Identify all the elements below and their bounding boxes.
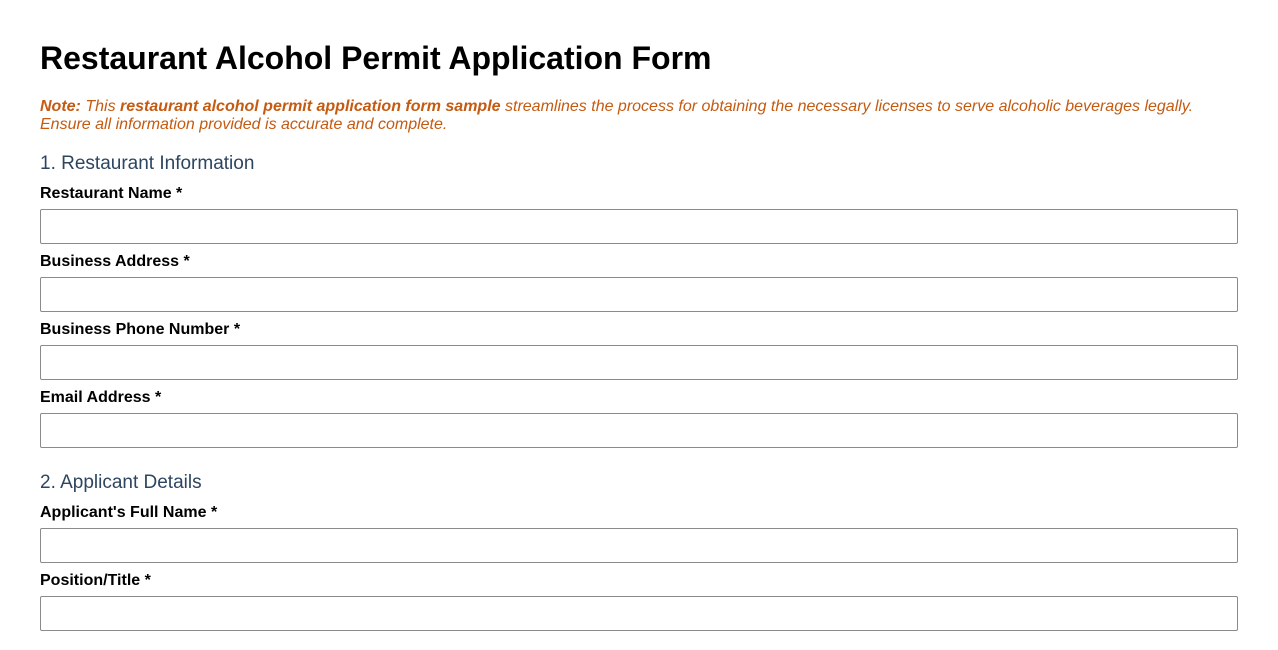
section-title-applicant-details: 2. Applicant Details — [40, 472, 202, 493]
note-line-2: Ensure all information provided is accurate and complete. — [40, 116, 448, 133]
business-phone-number-input[interactable] — [40, 345, 1238, 380]
section-title-restaurant-information: 1. Restaurant Information — [40, 153, 255, 174]
page-title: Restaurant Alcohol Permit Application Form — [40, 40, 712, 76]
form-page — [0, 0, 1278, 134]
business-address-input[interactable] — [40, 277, 1238, 312]
email-address-input[interactable] — [40, 413, 1238, 448]
form-note — [40, 98, 1238, 134]
applicant-full-name-input[interactable] — [40, 528, 1238, 563]
note-bold-phrase: restaurant alcohol permit application form sample — [120, 98, 501, 115]
label-business-phone-number: Business Phone Number * — [40, 321, 241, 338]
note-text-2: streamlines the process for obtaining the necessary licenses to serve alcoholic beverages legally. — [500, 98, 1194, 115]
restaurant-name-input[interactable] — [40, 209, 1238, 244]
label-applicant-full-name: Applicant's Full Name * — [40, 504, 218, 521]
note-prefix: Note: — [40, 98, 81, 115]
label-business-address: Business Address * — [40, 253, 190, 270]
label-position-title: Position/Title * — [40, 572, 151, 589]
position-title-input[interactable] — [40, 596, 1238, 631]
label-restaurant-name: Restaurant Name * — [40, 185, 183, 202]
label-email-address: Email Address * — [40, 389, 162, 406]
note-text-1: This — [80, 98, 121, 115]
